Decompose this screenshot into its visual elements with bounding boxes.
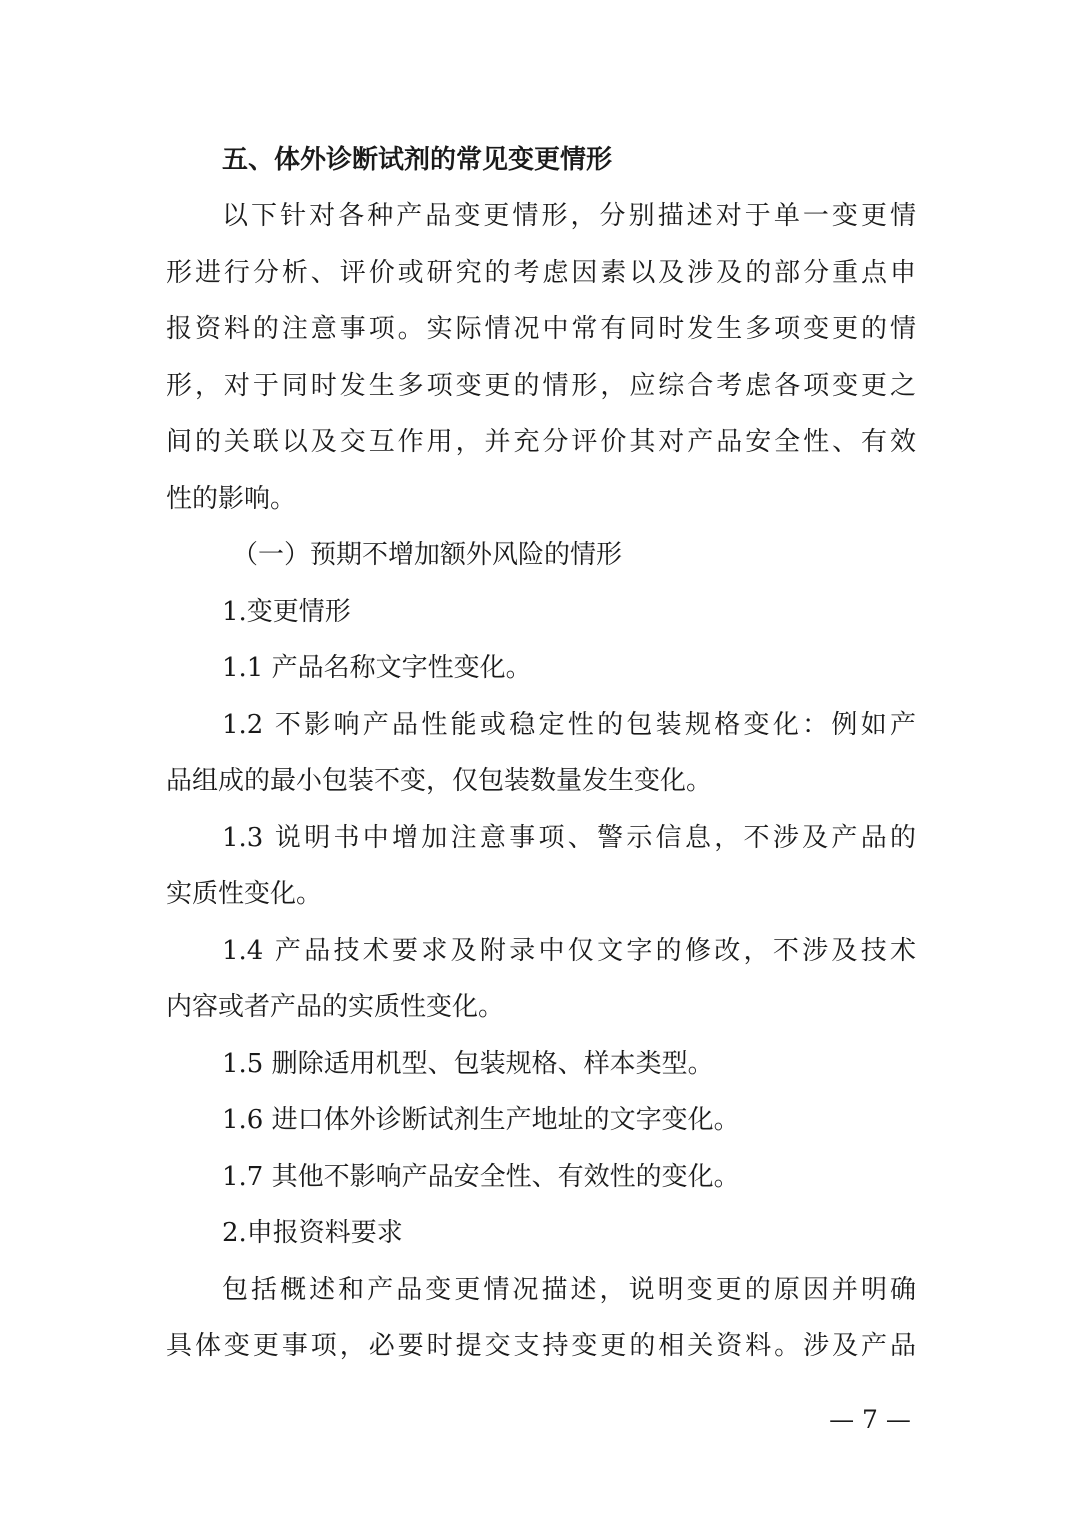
paragraph-line: 报资料的注意事项。实际情况中常有同时发生多项变更的情 [166,314,916,344]
list-item: 1.2 不影响产品性能或稳定性的包装规格变化：例如产 [222,710,916,740]
paragraph-line: 包括概述和产品变更情况描述，说明变更的原因并明确 [222,1275,916,1305]
paragraph-line: 具体变更事项，必要时提交支持变更的相关资料。涉及产品 [166,1331,916,1361]
list-item: 1.4 产品技术要求及附录中仅文字的修改，不涉及技术 [222,936,916,966]
paragraph-line: 形，对于同时发生多项变更的情形，应综合考虑各项变更之 [166,371,916,401]
list-item-continuation: 内容或者产品的实质性变化。 [166,992,505,1022]
page-number: — 7 — [829,1405,911,1434]
paragraph-line: 形进行分析、评价或研究的考虑因素以及涉及的部分重点申 [166,258,916,288]
list-item: 1.6 进口体外诊断试剂生产地址的文字变化。 [222,1105,740,1135]
list-item: 1.5 删除适用机型、包装规格、样本类型。 [222,1049,714,1079]
list-item: 1.7 其他不影响产品安全性、有效性的变化。 [222,1162,740,1192]
paragraph-line: 以下针对各种产品变更情形，分别描述对于单一变更情 [222,201,916,231]
list-item: 1.1 产品名称文字性变化。 [222,653,532,683]
section-heading: 五、体外诊断试剂的常见变更情形 [222,145,613,175]
paragraph-line: 间的关联以及交互作用，并充分评价其对产品安全性、有效 [166,427,916,457]
list-heading: 2.申报资料要求 [222,1218,403,1248]
list-item: 1.3 说明书中增加注意事项、警示信息，不涉及产品的 [222,823,916,853]
paragraph-line: 性的影响。 [166,484,297,514]
list-item-continuation: 品组成的最小包装不变，仅包装数量发生变化。 [166,766,713,796]
subsection-heading: （一）预期不增加额外风险的情形 [232,540,623,570]
list-heading: 1.变更情形 [222,597,351,627]
list-item-continuation: 实质性变化。 [166,879,323,909]
